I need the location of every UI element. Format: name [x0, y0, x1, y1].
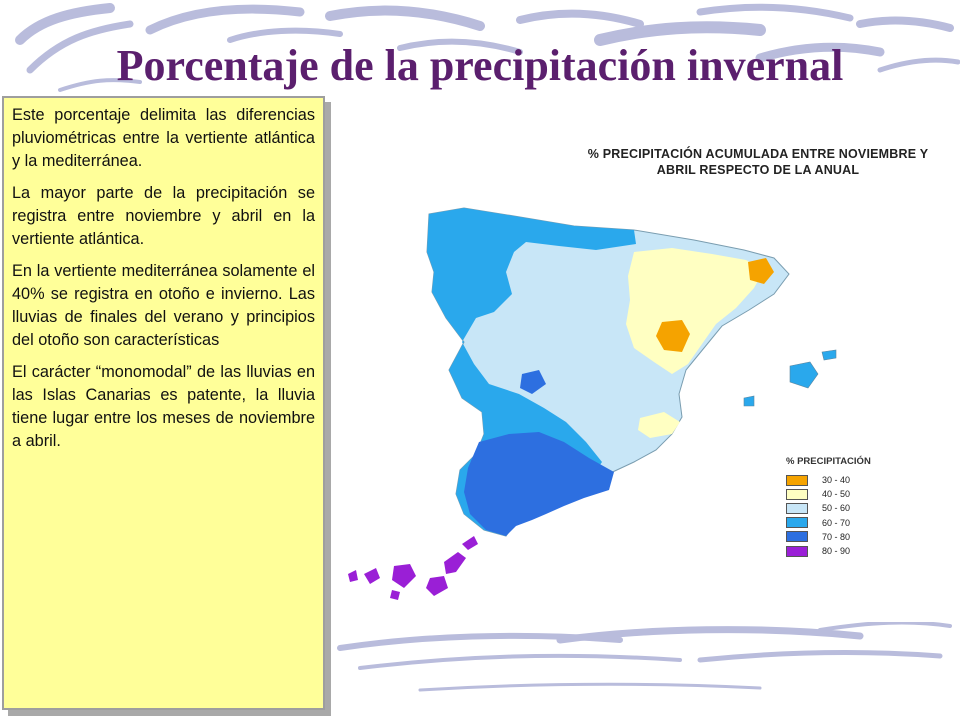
legend-swatch — [786, 531, 808, 542]
canary-island-2 — [364, 568, 380, 584]
balearic-mallorca — [790, 362, 818, 388]
paragraph-4: El carácter “monomodal” de las lluvias en las Islas Canarias es patente, la lluvia tiene lugar entre los meses de noviembre a abril. — [12, 363, 315, 450]
legend-swatch — [786, 489, 808, 500]
legend-swatch — [786, 475, 808, 486]
legend-row — [786, 544, 936, 558]
legend-swatch — [786, 503, 808, 514]
paragraph-2: La mayor parte de la precipitación se registra entre noviembre y abril en la vertiente atlántica. — [12, 184, 315, 248]
canary-island-4 — [390, 590, 400, 600]
canary-island-1 — [348, 570, 358, 582]
slide-title: Porcentaje de la precipitación invernal — [116, 41, 844, 90]
canary-island-5 — [426, 576, 448, 596]
legend-label: 80 - 90 — [822, 546, 851, 557]
legend-title: % PRECIPITACIÓN — [786, 456, 871, 467]
legend-row — [786, 473, 936, 487]
legend-row — [786, 501, 936, 515]
legend-label: 50 - 60 — [822, 503, 851, 514]
map-legend — [786, 456, 936, 558]
legend-row — [786, 487, 936, 501]
balearic-menorca — [822, 350, 836, 360]
paragraph-1: Este porcentaje delimita las diferencias pluviométricas entre la vertiente atlántica y la mediterránea. — [12, 106, 315, 170]
legend-label: 30 - 40 — [822, 475, 851, 486]
legend-swatch — [786, 546, 808, 557]
legend-label: 40 - 50 — [822, 489, 851, 500]
canary-island-3 — [392, 564, 416, 588]
legend-row — [786, 516, 936, 530]
canary-island-7 — [462, 536, 478, 550]
map-title: % PRECIPITACIÓN ACUMULADA ENTRE NOVIEMBRE Y ABRIL RESPECTO DE LA ANUAL — [587, 147, 929, 177]
legend-row — [786, 530, 936, 544]
canary-island-6 — [444, 552, 466, 574]
legend-label: 70 - 80 — [822, 531, 851, 542]
balearic-ibiza — [744, 396, 754, 406]
text-panel — [2, 96, 325, 710]
legend-label: 60 - 70 — [822, 517, 851, 528]
precipitation-map-panel — [334, 112, 960, 622]
legend-swatch — [786, 517, 808, 528]
paragraph-3: En la vertiente mediterránea solamente el 40% se registra en otoño e invierno. Las lluvias de finales del verano y principios del otoño son características — [12, 262, 315, 349]
